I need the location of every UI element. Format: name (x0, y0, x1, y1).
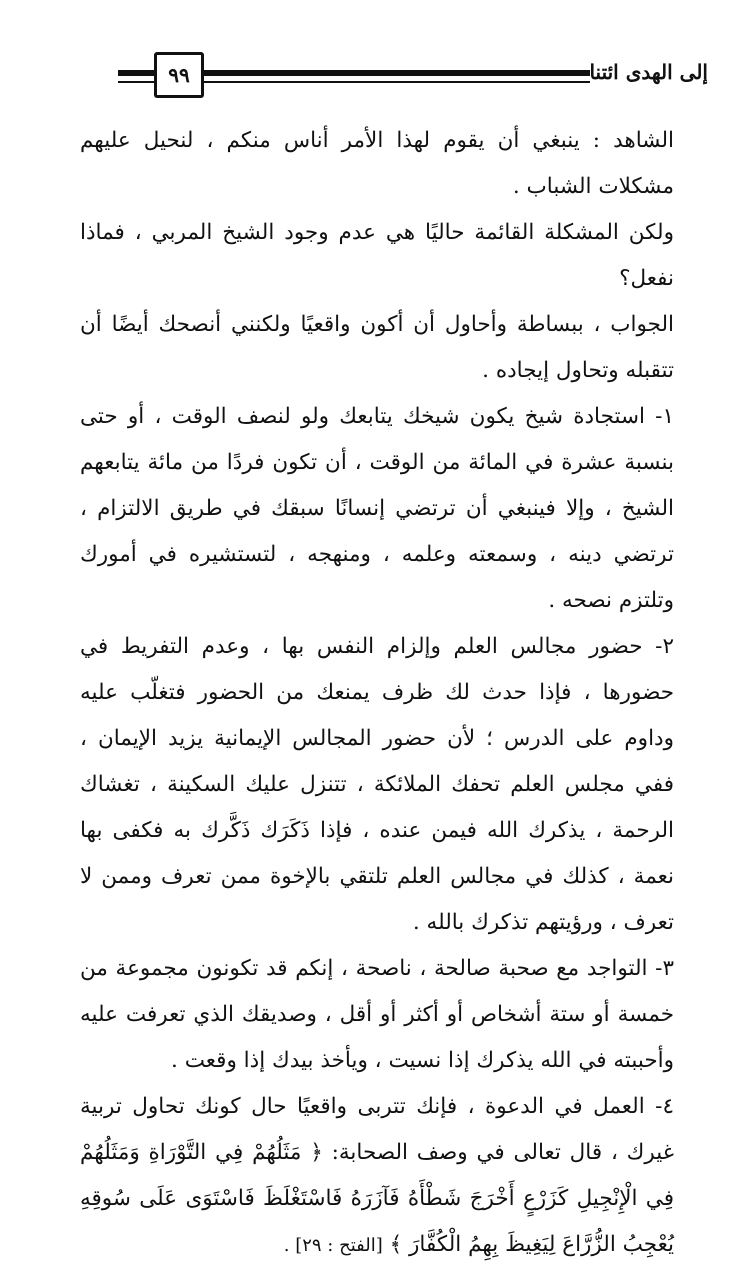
running-title: إلى الهدى ائتنا (589, 60, 708, 84)
paragraph-4: ١- استجادة شيخ يكون شيخك يتابعك ولو لنصف الوقت ، أو حتى بنسبة عشرة في المائة من الوقت ، أن تكون فردًا من مائة يتابعهم الشيخ ، وإلا فينبغي أن ترتضي إنسانًا سبقك في طريق الالتزام ، ترتضي دينه ، وسمعته وعلمه ، ومنهجه ، لتستشيره في أمورك وتلتزم نصحه . (80, 404, 674, 613)
page-header (118, 52, 708, 102)
paragraph-5: ٢- حضور مجالس العلم وإلزام النفس بها ، وعدم التفريط في حضورها ، فإذا حدث لك ظرف يمنعك من الحضور فتغلّب عليه وداوم على الدرس ؛ لأن حضور المجالس الإيمانية يزيد الإيمان ، ففي مجلس العلم تحفك الملائكة ، تتنزل عليك السكينة ، تغشاك الرحمة ، يذكرك الله فيمن عنده ، فإذا ذَكَرَك ذَكَّرك به فكفى بها نعمة ، كذلك في مجالس العلم تلتقي بالإخوة ممن تعرف وممن لا تعرف ، ورؤيتهم تذكرك بالله . (80, 634, 674, 935)
paragraph-7 (80, 1084, 674, 1269)
verse-reference: [الفتح : ٢٩] . (283, 1235, 383, 1256)
paragraph-2: ولكن المشكلة القائمة حاليًا هي عدم وجود الشيخ المربي ، فماذا نفعل؟ (80, 220, 674, 291)
page-body (80, 118, 674, 1269)
paragraph-3: الجواب ، ببساطة وأحاول أن أكون واقعيًا ولكنني أنصحك أيضًا أن تتقبله وتحاول إيجاده . (80, 312, 674, 383)
page-number-text: ٩٩ (168, 63, 190, 87)
paragraph-1: الشاهد : ينبغي أن يقوم لهذا الأمر أناس منكم ، لنحيل عليهم مشكلات الشباب . (80, 128, 674, 199)
quran-verse: ﴿ مَثَلُهُمْ فِي التَّوْرَاةِ وَمَثَلُهُمْ فِي الْإِنْجِيلِ كَزَرْعٍ أَخْرَجَ شَطْأَهُ فَآزَرَهُ فَاسْتَغْلَظَ فَاسْتَوَى عَلَى سُوقِهِ يُعْجِبُ الزُّرَّاعَ لِيَغِيظَ بِهِمُ الْكُفَّارَ ﴾ (80, 1140, 674, 1257)
paragraph-6: ٣- التواجد مع صحبة صالحة ، ناصحة ، إنكم قد تكونون مجموعة من خمسة أو ستة أشخاص أو أكثر أو أقل ، وصديقك الذي تعرفت عليه وأحببته في الله يذكرك إذا نسيت ، ويأخذ بيدك إذا وقعت . (80, 956, 674, 1073)
page-number (154, 52, 204, 98)
paragraph-7-intro: ٤- العمل في الدعوة ، فإنك تتربى واقعيًا حال كونك تحاول تربية غيرك ، قال تعالى في وصف الصحابة: (80, 1094, 675, 1165)
